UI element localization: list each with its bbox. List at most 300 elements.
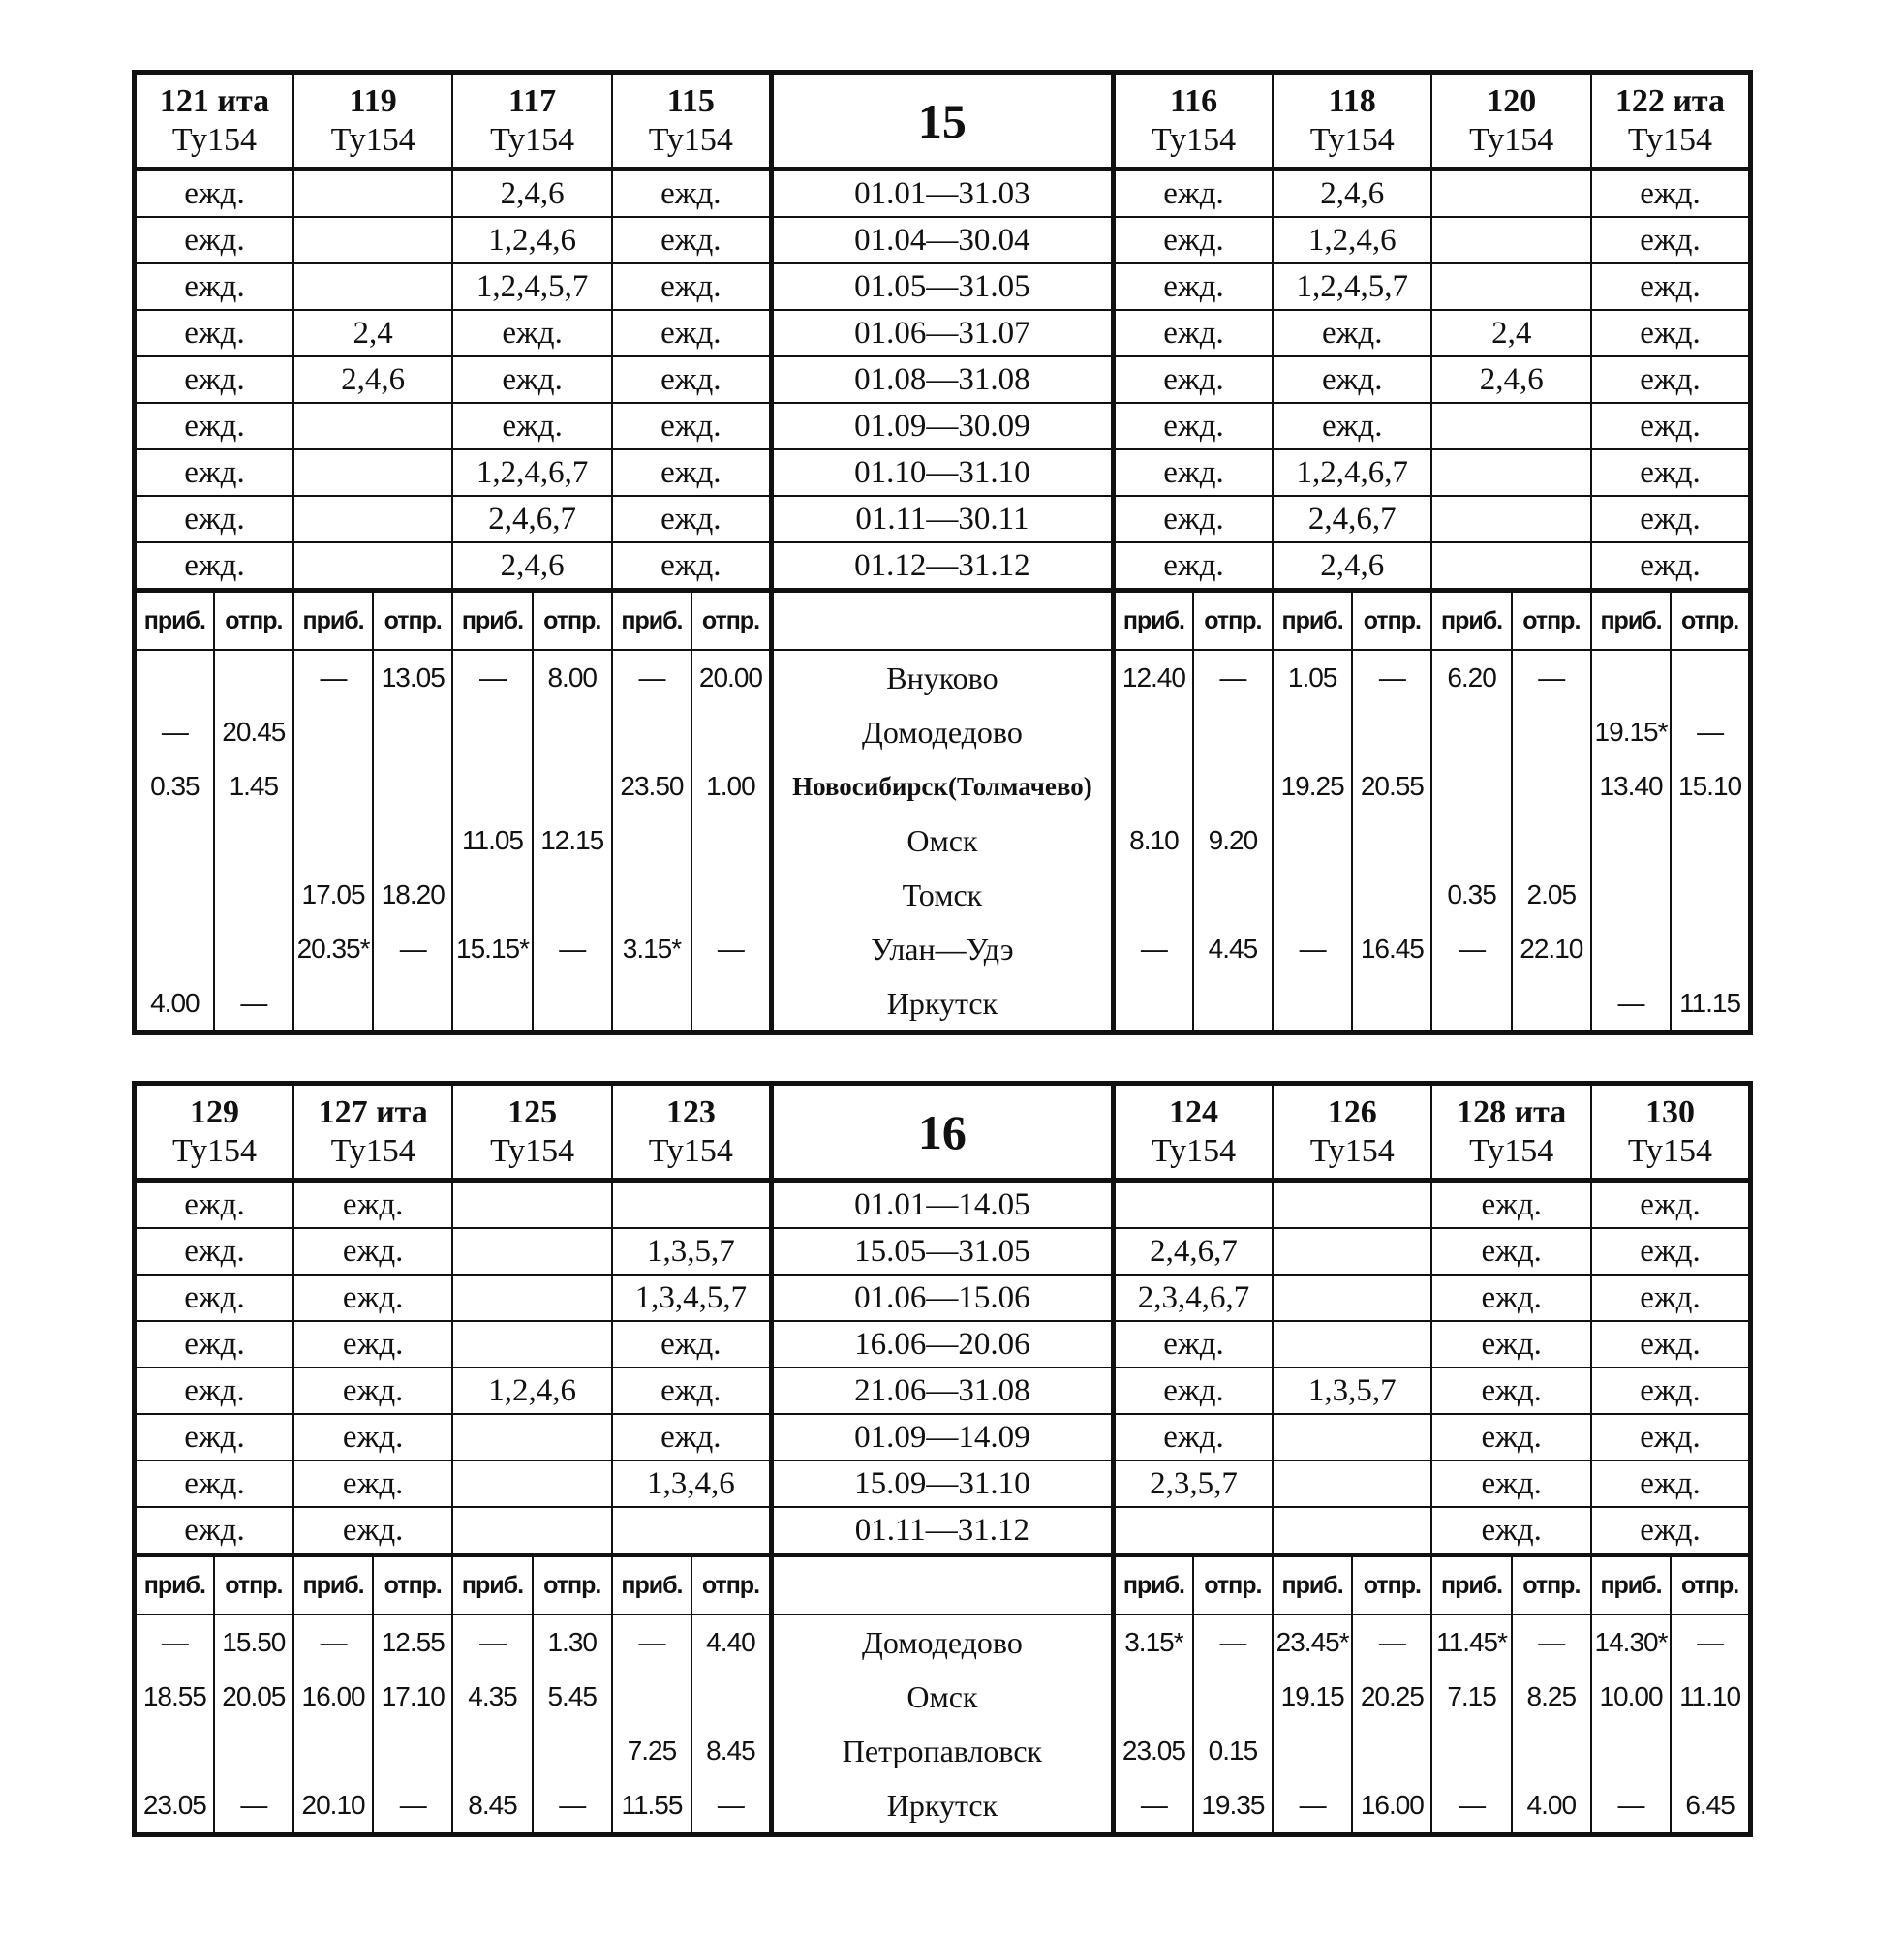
time-cell: 22.10 bbox=[1512, 922, 1591, 976]
flight-header bbox=[612, 1084, 771, 1181]
days-cell: ежд. bbox=[135, 1321, 293, 1368]
time-cell bbox=[691, 1670, 771, 1724]
days-cell bbox=[293, 263, 452, 310]
schedule-row bbox=[135, 310, 1751, 356]
time-cell bbox=[1114, 705, 1193, 759]
flight-number: 124 bbox=[1169, 1093, 1219, 1130]
time-cell: — bbox=[452, 1614, 532, 1670]
station-name: Омск bbox=[771, 1670, 1113, 1724]
flight-number: 126 bbox=[1327, 1093, 1377, 1130]
time-cell bbox=[1591, 922, 1671, 976]
departure-label: отпр. bbox=[691, 591, 771, 651]
time-cell bbox=[1273, 1724, 1352, 1778]
days-cell: ежд. bbox=[135, 1368, 293, 1414]
arrival-label: приб. bbox=[1114, 591, 1193, 651]
flight-header bbox=[1591, 1084, 1751, 1181]
time-cell: 19.15 bbox=[1273, 1670, 1352, 1724]
days-cell: ежд. bbox=[612, 263, 771, 310]
time-cell bbox=[1671, 650, 1750, 705]
days-cell: 1,3,5,7 bbox=[612, 1228, 771, 1275]
days-cell: ежд. bbox=[293, 1368, 452, 1414]
period-cell: 01.12—31.12 bbox=[771, 542, 1113, 591]
days-cell: ежд. bbox=[1273, 356, 1431, 403]
days-cell: 1,2,4,6,7 bbox=[1273, 449, 1431, 496]
days-cell: 1,2,4,5,7 bbox=[452, 263, 611, 310]
schedule-row bbox=[135, 542, 1751, 591]
station-row bbox=[135, 1778, 1751, 1835]
station-name: Омск bbox=[771, 814, 1113, 868]
time-cell: 1.45 bbox=[214, 759, 293, 814]
time-cell: 4.45 bbox=[1193, 922, 1273, 976]
time-cell bbox=[452, 759, 532, 814]
time-cell: 0.35 bbox=[1431, 868, 1511, 922]
arrival-label: приб. bbox=[1431, 591, 1511, 651]
time-cell: 23.50 bbox=[612, 759, 691, 814]
aircraft-type: Ту154 bbox=[1309, 1132, 1395, 1169]
time-cell: 1.05 bbox=[1273, 650, 1352, 705]
days-cell: ежд. bbox=[612, 403, 771, 449]
time-cell: 20.10 bbox=[293, 1778, 373, 1835]
time-cell: — bbox=[135, 705, 214, 759]
time-cell: 12.15 bbox=[533, 814, 612, 868]
schedule-row bbox=[135, 1321, 1751, 1368]
time-cell: 20.35* bbox=[293, 922, 373, 976]
station-row bbox=[135, 1724, 1751, 1778]
flight-header-row bbox=[135, 73, 1751, 169]
period-cell: 15.09—31.10 bbox=[771, 1460, 1113, 1507]
days-cell: ежд. bbox=[1591, 1414, 1751, 1460]
time-cell bbox=[135, 868, 214, 922]
time-cell: 17.10 bbox=[373, 1670, 452, 1724]
time-cell: 0.15 bbox=[1193, 1724, 1273, 1778]
time-cell: — bbox=[691, 922, 771, 976]
time-cell bbox=[533, 759, 612, 814]
days-cell bbox=[293, 217, 452, 263]
schedule-row bbox=[135, 449, 1751, 496]
time-cell: — bbox=[1193, 1614, 1273, 1670]
days-cell: ежд. bbox=[1591, 1460, 1751, 1507]
time-cell: — bbox=[1512, 650, 1591, 705]
time-cell bbox=[452, 976, 532, 1033]
time-cell bbox=[214, 650, 293, 705]
period-cell: 01.05—31.05 bbox=[771, 263, 1113, 310]
time-cell: — bbox=[1431, 1778, 1511, 1835]
time-cell bbox=[214, 868, 293, 922]
time-cell bbox=[373, 1724, 452, 1778]
period-cell: 01.09—30.09 bbox=[771, 403, 1113, 449]
period-cell: 01.06—31.07 bbox=[771, 310, 1113, 356]
schedule-row bbox=[135, 1368, 1751, 1414]
station-row bbox=[135, 868, 1751, 922]
days-cell: ежд. bbox=[293, 1460, 452, 1507]
time-cell bbox=[1114, 976, 1193, 1033]
time-cell bbox=[135, 814, 214, 868]
days-cell: 2,4,6 bbox=[293, 356, 452, 403]
time-cell: 12.55 bbox=[373, 1614, 452, 1670]
station-row bbox=[135, 814, 1751, 868]
aircraft-type: Ту154 bbox=[490, 121, 575, 158]
flight-header bbox=[135, 1084, 293, 1181]
time-cell bbox=[1431, 814, 1511, 868]
arrival-label: приб. bbox=[612, 591, 691, 651]
time-cell bbox=[612, 868, 691, 922]
time-cell bbox=[1114, 759, 1193, 814]
days-cell: ежд. bbox=[1431, 1507, 1590, 1555]
flight-number: 123 bbox=[665, 1093, 716, 1130]
arrival-label: приб. bbox=[1114, 1555, 1193, 1615]
days-cell: ежд. bbox=[135, 1414, 293, 1460]
days-cell: ежд. bbox=[1591, 403, 1751, 449]
time-cell bbox=[135, 650, 214, 705]
days-cell bbox=[452, 1460, 611, 1507]
time-cell bbox=[373, 759, 452, 814]
period-cell: 01.01—31.03 bbox=[771, 169, 1113, 218]
schedule-row bbox=[135, 169, 1751, 218]
time-cell: — bbox=[1352, 650, 1431, 705]
station-row bbox=[135, 976, 1751, 1033]
days-cell: ежд. bbox=[1114, 449, 1273, 496]
time-cell bbox=[214, 1724, 293, 1778]
departure-label: отпр. bbox=[373, 591, 452, 651]
time-cell: — bbox=[1671, 705, 1750, 759]
time-cell: 11.45* bbox=[1431, 1614, 1511, 1670]
flight-number: 122 ита bbox=[1614, 82, 1726, 119]
time-cell bbox=[1512, 814, 1591, 868]
flight-header bbox=[1431, 73, 1590, 169]
aircraft-type: Ту154 bbox=[330, 1132, 415, 1169]
days-cell bbox=[1273, 1275, 1431, 1321]
days-cell: ежд. bbox=[135, 310, 293, 356]
days-cell bbox=[1431, 542, 1590, 591]
days-cell: ежд. bbox=[1591, 1507, 1751, 1555]
flight-header bbox=[452, 73, 611, 169]
time-cell bbox=[1591, 1724, 1671, 1778]
days-cell: 2,3,4,6,7 bbox=[1114, 1275, 1273, 1321]
flight-header bbox=[612, 73, 771, 169]
station-name: Томск bbox=[771, 868, 1113, 922]
time-cell bbox=[1671, 922, 1750, 976]
schedule-row bbox=[135, 1507, 1751, 1555]
days-cell: 1,2,4,6 bbox=[452, 1368, 611, 1414]
time-cell bbox=[533, 705, 612, 759]
time-cell: 20.05 bbox=[214, 1670, 293, 1724]
days-cell bbox=[293, 449, 452, 496]
aircraft-type: Ту154 bbox=[1309, 121, 1395, 158]
days-cell: ежд. bbox=[1591, 496, 1751, 542]
days-cell: ежд. bbox=[1591, 1181, 1751, 1229]
time-cell: 6.20 bbox=[1431, 650, 1511, 705]
flight-number: 115 bbox=[666, 82, 715, 119]
station-name: Домодедово bbox=[771, 1614, 1113, 1670]
flight-number: 125 bbox=[507, 1093, 558, 1130]
time-cell bbox=[1273, 705, 1352, 759]
days-cell bbox=[293, 542, 452, 591]
schedule-row bbox=[135, 1275, 1751, 1321]
days-cell: ежд. bbox=[612, 310, 771, 356]
departure-label: отпр. bbox=[691, 1555, 771, 1615]
time-cell bbox=[1273, 814, 1352, 868]
arrival-label: приб. bbox=[1431, 1555, 1511, 1615]
days-cell: ежд. bbox=[135, 403, 293, 449]
schedule-row bbox=[135, 356, 1751, 403]
period-cell: 01.11—30.11 bbox=[771, 496, 1113, 542]
flight-number: 118 bbox=[1328, 82, 1376, 119]
days-cell: ежд. bbox=[612, 1321, 771, 1368]
arrival-label: приб. bbox=[452, 591, 532, 651]
time-cell: 23.45* bbox=[1273, 1614, 1352, 1670]
days-cell: ежд. bbox=[1114, 356, 1273, 403]
aircraft-type: Ту154 bbox=[1469, 1132, 1554, 1169]
aircraft-type: Ту154 bbox=[490, 1132, 575, 1169]
period-cell: 01.04—30.04 bbox=[771, 217, 1113, 263]
time-cell: — bbox=[1671, 1614, 1750, 1670]
days-cell: ежд. bbox=[135, 496, 293, 542]
arrival-label: приб. bbox=[1273, 591, 1352, 651]
time-cell: — bbox=[1591, 1778, 1671, 1835]
days-cell: ежд. bbox=[612, 1368, 771, 1414]
arrival-label: приб. bbox=[135, 1555, 214, 1615]
time-cell bbox=[135, 922, 214, 976]
time-cell bbox=[452, 1724, 532, 1778]
days-cell bbox=[293, 496, 452, 542]
time-cell bbox=[1352, 1724, 1431, 1778]
arrival-label: приб. bbox=[452, 1555, 532, 1615]
departure-label: отпр. bbox=[1512, 591, 1591, 651]
time-cell: 11.55 bbox=[612, 1778, 691, 1835]
time-cell bbox=[1671, 868, 1750, 922]
time-cell: 4.00 bbox=[1512, 1778, 1591, 1835]
time-cell: 19.25 bbox=[1273, 759, 1352, 814]
time-cell: 16.00 bbox=[1352, 1778, 1431, 1835]
station-row bbox=[135, 1670, 1751, 1724]
time-cell bbox=[293, 976, 373, 1033]
days-cell: ежд. bbox=[135, 1181, 293, 1229]
period-cell: 01.08—31.08 bbox=[771, 356, 1113, 403]
days-cell bbox=[1273, 1507, 1431, 1555]
time-cell bbox=[1193, 705, 1273, 759]
time-cell: 6.45 bbox=[1671, 1778, 1750, 1835]
flight-number: 127 ита bbox=[318, 1093, 428, 1130]
days-cell: ежд. bbox=[135, 1228, 293, 1275]
station-header-blank bbox=[771, 591, 1113, 651]
time-cell: 19.15* bbox=[1591, 705, 1671, 759]
days-cell: ежд. bbox=[1114, 542, 1273, 591]
time-cell bbox=[533, 1724, 612, 1778]
aircraft-type: Ту154 bbox=[171, 1132, 258, 1169]
time-cell: 16.00 bbox=[293, 1670, 373, 1724]
days-cell bbox=[452, 1181, 611, 1229]
time-cell bbox=[214, 922, 293, 976]
days-cell bbox=[1431, 263, 1590, 310]
table-title: 15 bbox=[771, 73, 1113, 169]
days-cell bbox=[1431, 217, 1590, 263]
days-cell: 2,4 bbox=[293, 310, 452, 356]
time-cell: 14.30* bbox=[1591, 1614, 1671, 1670]
days-cell: ежд. bbox=[1114, 1414, 1273, 1460]
days-cell: ежд. bbox=[612, 496, 771, 542]
time-cell bbox=[293, 759, 373, 814]
time-cell: 8.25 bbox=[1512, 1670, 1591, 1724]
days-cell: ежд. bbox=[452, 403, 611, 449]
time-cell bbox=[293, 705, 373, 759]
days-cell: ежд. bbox=[612, 356, 771, 403]
days-cell: 2,4,6,7 bbox=[1114, 1228, 1273, 1275]
time-cell bbox=[373, 814, 452, 868]
days-cell: ежд. bbox=[135, 1275, 293, 1321]
time-cell: — bbox=[373, 922, 452, 976]
time-cell: — bbox=[1512, 1614, 1591, 1670]
time-cell: — bbox=[612, 1614, 691, 1670]
time-cell: — bbox=[452, 650, 532, 705]
time-cell bbox=[1512, 976, 1591, 1033]
flight-number: 116 bbox=[1169, 82, 1218, 119]
time-cell: — bbox=[1352, 1614, 1431, 1670]
days-cell bbox=[1431, 496, 1590, 542]
time-cell bbox=[691, 814, 771, 868]
days-cell bbox=[293, 403, 452, 449]
days-cell: ежд. bbox=[135, 169, 293, 218]
station-name: Внуково bbox=[771, 650, 1113, 705]
flight-number: 120 bbox=[1487, 82, 1537, 119]
time-cell bbox=[1591, 868, 1671, 922]
departure-label: отпр. bbox=[1671, 1555, 1750, 1615]
time-cell: 17.05 bbox=[293, 868, 373, 922]
station-row bbox=[135, 705, 1751, 759]
days-cell: ежд. bbox=[612, 542, 771, 591]
time-cell bbox=[612, 814, 691, 868]
time-cell bbox=[533, 976, 612, 1033]
schedule-row bbox=[135, 1460, 1751, 1507]
station-name: Домодедово bbox=[771, 705, 1113, 759]
days-cell bbox=[452, 1507, 611, 1555]
days-cell: ежд. bbox=[1114, 217, 1273, 263]
time-cell bbox=[1431, 976, 1511, 1033]
time-cell bbox=[293, 1724, 373, 1778]
arrival-label: приб. bbox=[1591, 591, 1671, 651]
time-cell: 11.10 bbox=[1671, 1670, 1750, 1724]
schedule-row bbox=[135, 1228, 1751, 1275]
flight-header bbox=[293, 1084, 452, 1181]
time-cell: 15.50 bbox=[214, 1614, 293, 1670]
time-cell bbox=[1193, 868, 1273, 922]
time-cell bbox=[293, 814, 373, 868]
days-cell bbox=[1273, 1321, 1431, 1368]
days-cell bbox=[452, 1321, 611, 1368]
time-cell bbox=[1114, 1670, 1193, 1724]
flight-number: 129 bbox=[189, 1093, 239, 1130]
time-cell: 4.00 bbox=[135, 976, 214, 1033]
time-cell: 5.45 bbox=[533, 1670, 612, 1724]
days-cell: ежд. bbox=[1431, 1368, 1590, 1414]
days-cell: ежд. bbox=[293, 1507, 452, 1555]
flight-number: 130 bbox=[1644, 1093, 1695, 1130]
time-cell: 11.05 bbox=[452, 814, 532, 868]
aircraft-type: Ту154 bbox=[648, 1132, 733, 1169]
days-cell: 1,3,4,5,7 bbox=[612, 1275, 771, 1321]
days-cell: 1,3,4,6 bbox=[612, 1460, 771, 1507]
time-cell bbox=[373, 976, 452, 1033]
days-cell: ежд. bbox=[135, 1460, 293, 1507]
time-cell bbox=[612, 1670, 691, 1724]
days-cell: ежд. bbox=[612, 1414, 771, 1460]
table-title: 16 bbox=[771, 1084, 1113, 1181]
days-cell: ежд. bbox=[1114, 263, 1273, 310]
days-cell bbox=[612, 1181, 771, 1229]
time-cell: — bbox=[691, 1778, 771, 1835]
schedule-row bbox=[135, 1414, 1751, 1460]
time-cell: 20.55 bbox=[1352, 759, 1431, 814]
time-cell bbox=[1352, 976, 1431, 1033]
time-cell bbox=[1671, 1724, 1750, 1778]
time-cell bbox=[691, 868, 771, 922]
time-cell: 3.15* bbox=[612, 922, 691, 976]
schedule-row bbox=[135, 263, 1751, 310]
days-cell bbox=[293, 169, 452, 218]
station-name: Петропавловск bbox=[771, 1724, 1113, 1778]
flight-header bbox=[1431, 1084, 1590, 1181]
days-cell: ежд. bbox=[293, 1321, 452, 1368]
time-cell bbox=[1114, 868, 1193, 922]
time-cell: — bbox=[293, 650, 373, 705]
time-cell: — bbox=[214, 976, 293, 1033]
time-cell bbox=[1273, 868, 1352, 922]
days-cell bbox=[1431, 449, 1590, 496]
departure-label: отпр. bbox=[1193, 591, 1273, 651]
station-name: Новосибирск(Толмачево) bbox=[771, 759, 1113, 814]
station-name: Улан—Удэ bbox=[771, 922, 1113, 976]
days-cell: ежд. bbox=[135, 449, 293, 496]
time-cell bbox=[452, 868, 532, 922]
flight-number: 128 ита bbox=[1457, 1093, 1567, 1130]
aircraft-type: Ту154 bbox=[1469, 121, 1554, 158]
days-cell: ежд. bbox=[1431, 1414, 1590, 1460]
days-cell: ежд. bbox=[1591, 1368, 1751, 1414]
arrival-label: приб. bbox=[293, 1555, 373, 1615]
time-cell: — bbox=[533, 1778, 612, 1835]
days-cell: ежд. bbox=[1431, 1275, 1590, 1321]
days-cell: ежд. bbox=[1591, 1321, 1751, 1368]
time-cell bbox=[135, 1724, 214, 1778]
days-cell: 2,4,6,7 bbox=[452, 496, 611, 542]
time-cell: — bbox=[1273, 922, 1352, 976]
arr-dep-header-row bbox=[135, 591, 1751, 651]
departure-label: отпр. bbox=[1352, 591, 1431, 651]
aircraft-type: Ту154 bbox=[330, 121, 415, 158]
flight-number: 119 bbox=[349, 82, 397, 119]
time-cell: 9.20 bbox=[1193, 814, 1273, 868]
days-cell: ежд. bbox=[1273, 403, 1431, 449]
time-cell bbox=[1431, 705, 1511, 759]
time-cell: 18.20 bbox=[373, 868, 452, 922]
flight-header bbox=[452, 1084, 611, 1181]
period-cell: 01.06—15.06 bbox=[771, 1275, 1113, 1321]
aircraft-type: Ту154 bbox=[648, 121, 733, 158]
days-cell bbox=[1273, 1228, 1431, 1275]
time-cell: 8.45 bbox=[452, 1778, 532, 1835]
time-cell: 7.25 bbox=[612, 1724, 691, 1778]
days-cell: ежд. bbox=[1273, 310, 1431, 356]
days-cell: ежд. bbox=[452, 356, 611, 403]
days-cell: 2,4,6 bbox=[1431, 356, 1590, 403]
time-cell: 1.30 bbox=[533, 1614, 612, 1670]
flight-number: 117 bbox=[508, 82, 557, 119]
station-row bbox=[135, 922, 1751, 976]
flight-header bbox=[135, 73, 293, 169]
time-cell bbox=[691, 976, 771, 1033]
schedule-row bbox=[135, 1181, 1751, 1229]
departure-label: отпр. bbox=[214, 1555, 293, 1615]
arr-dep-header-row bbox=[135, 1555, 1751, 1615]
